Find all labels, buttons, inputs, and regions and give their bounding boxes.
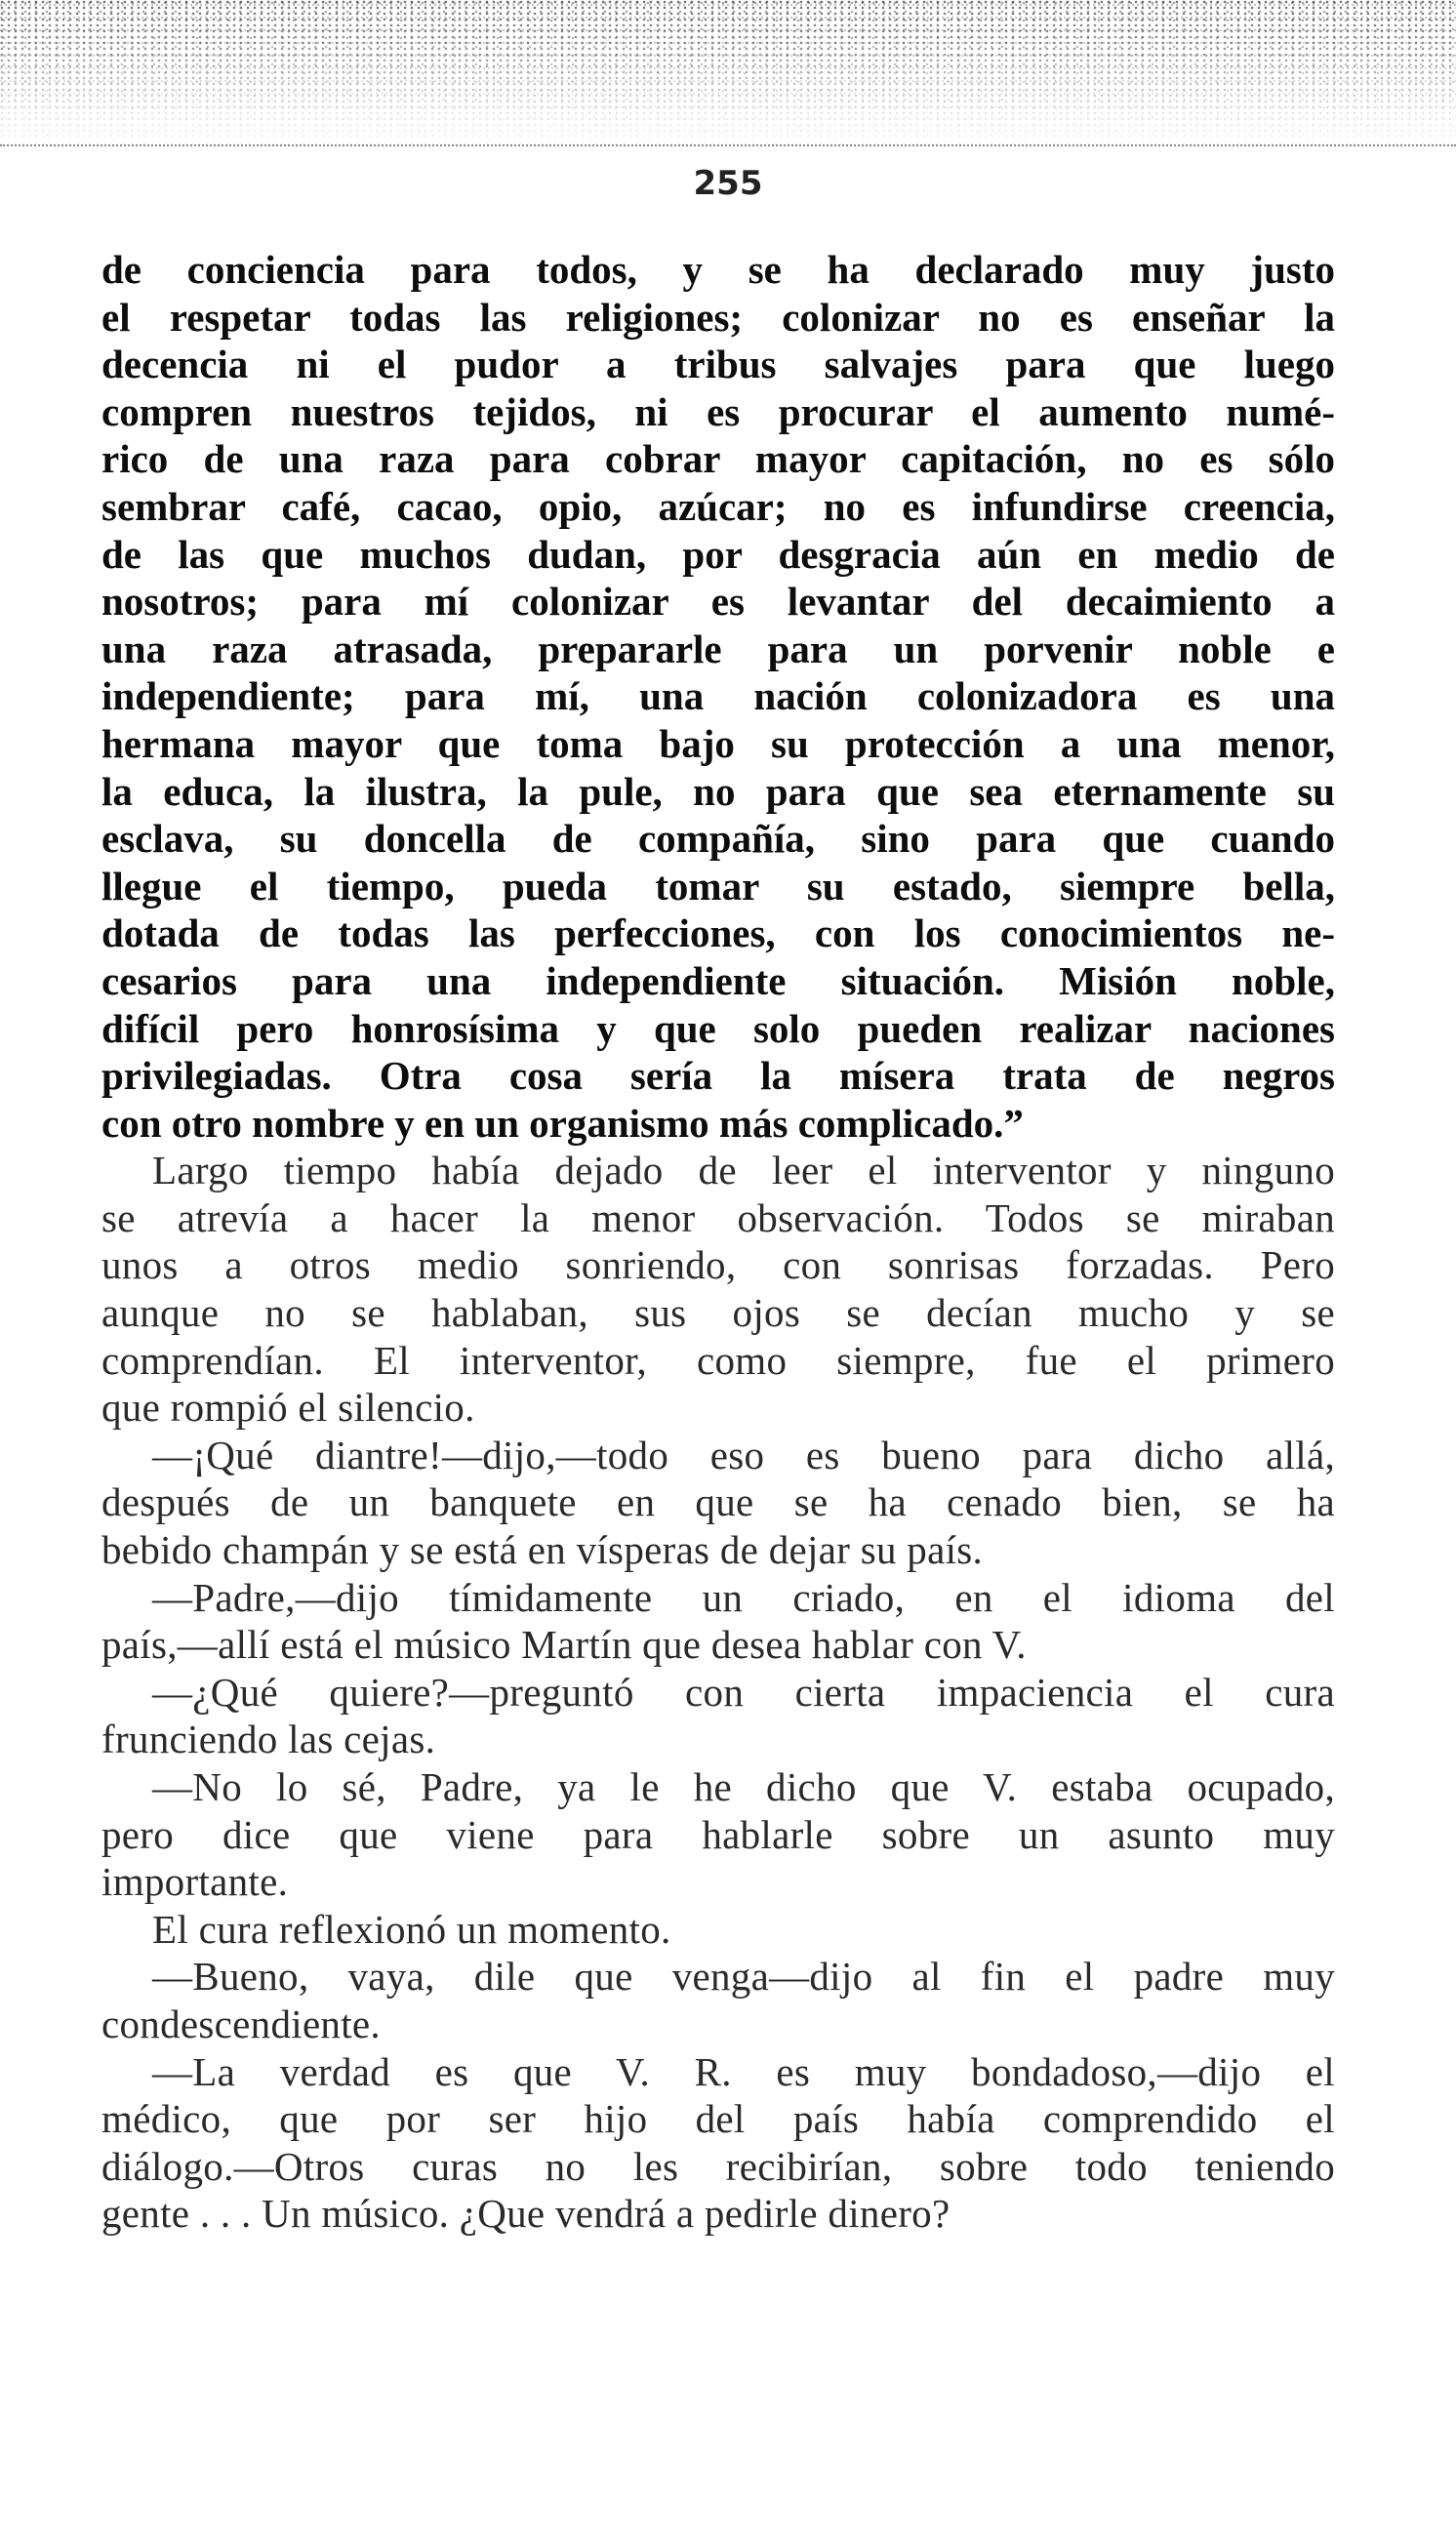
narrative-passage [101, 1147, 1335, 2238]
text-line: de las que muchos dudan, por desgracia aún en medio de [101, 531, 1335, 577]
text-line: que rompió el silencio. [101, 1385, 475, 1431]
text-line: después de un banquete en que se ha cenado bien, se ha [101, 1479, 1335, 1525]
text-line: privilegiadas. Otra cosa sería la mísera trata de negros [101, 1053, 1335, 1099]
text-line: cesarios para una independiente situación. Misión noble, [101, 957, 1335, 1003]
quoted-passage [101, 246, 1335, 1147]
text-line: —La verdad es que V. R. es muy bondadoso,—dijo el [152, 2048, 1335, 2094]
header-rule [0, 144, 1456, 146]
text-line: —Bueno, vaya, dile que venga—dijo al fin el padre muy [152, 1954, 1335, 2000]
text-line: Largo tiempo había dejado de leer el interventor y ninguno [152, 1148, 1335, 1193]
text-line: llegue el tiempo, pueda tomar su estado, siempre bella, [101, 863, 1335, 909]
text-line: con otro nombre y en un organismo más complicado.” [101, 1100, 1024, 1146]
text-line: se atrevía a hacer la menor observación. Todos se miraban [101, 1194, 1335, 1240]
text-line: frunciendo las cejas. [101, 1717, 436, 1762]
text-line: la educa, la ilustra, la pule, no para que sea eternamente su [101, 768, 1335, 814]
text-line: compren nuestros tejidos, ni es procurar el aumento numé- [101, 388, 1335, 434]
text-line: dotada de todas las perfecciones, con los conocimientos ne- [101, 910, 1335, 956]
text-line: aunque no se hablaban, sus ojos se decían mucho y se [101, 1290, 1335, 1336]
text-line: difícil pero honrosísima y que solo pueden realizar naciones [101, 1005, 1335, 1051]
text-line: país,—allí está el músico Martín que desea hablar con V. [101, 1622, 1027, 1668]
text-line: —¡Qué diantre!—dijo,—todo eso es bueno para dicho allá, [152, 1432, 1335, 1477]
text-line: de conciencia para todos, y se ha declarado muy justo [101, 247, 1335, 292]
text-line: importante. [101, 1859, 289, 1905]
page-number: 255 [693, 164, 763, 203]
text-line: independiente; para mí, una nación colonizadora es una [101, 673, 1335, 719]
page-text [101, 246, 1335, 2238]
text-line: esclava, su doncella de compañía, sino para que cuando [101, 816, 1335, 862]
text-line: nosotros; para mí colonizar es levantar del decaimiento a [101, 579, 1335, 625]
text-line: unos a otros medio sonriendo, con sonrisas forzadas. Pero [101, 1242, 1335, 1288]
text-line: condescendiente. [101, 2001, 381, 2046]
text-line: rico de una raza para cobrar mayor capitación, no es sólo [101, 436, 1335, 482]
text-line: pero dice que viene para hablarle sobre un asunto muy [101, 1811, 1335, 1857]
scan-noise-band [0, 0, 1456, 156]
text-line: el respetar todas las religiones; colonizar no es enseñar la [101, 294, 1335, 340]
text-line: comprendían. El interventor, como siempre, fue el primero [101, 1337, 1335, 1383]
text-line: bebido champán y se está en vísperas de dejar su país. [101, 1527, 984, 1573]
text-line: hermana mayor que toma bajo su protección a una menor, [101, 720, 1335, 766]
text-line: médico, que por ser hijo del país había comprendido el [101, 2096, 1335, 2142]
text-line: gente . . . Un músico. ¿Que vendrá a pedirle dinero? [101, 2191, 950, 2237]
text-line: sembrar café, cacao, opio, azúcar; no es infundirse creencia, [101, 483, 1335, 529]
text-line: El cura reflexionó un momento. [152, 1906, 671, 1952]
text-line: —¿Qué quiere?—preguntó con cierta impaciencia el cura [152, 1669, 1335, 1715]
text-line: —Padre,—dijo tímidamente un criado, en el idioma del [152, 1574, 1335, 1620]
text-line: diálogo.—Otros curas no les recibirían, sobre todo teniendo [101, 2143, 1335, 2189]
text-line: —No lo sé, Padre, ya le he dicho que V. estaba ocupado, [152, 1764, 1335, 1809]
text-line: decencia ni el pudor a tribus salvajes para que luego [101, 342, 1335, 387]
text-line: una raza atrasada, prepararle para un porvenir noble e [101, 626, 1335, 671]
